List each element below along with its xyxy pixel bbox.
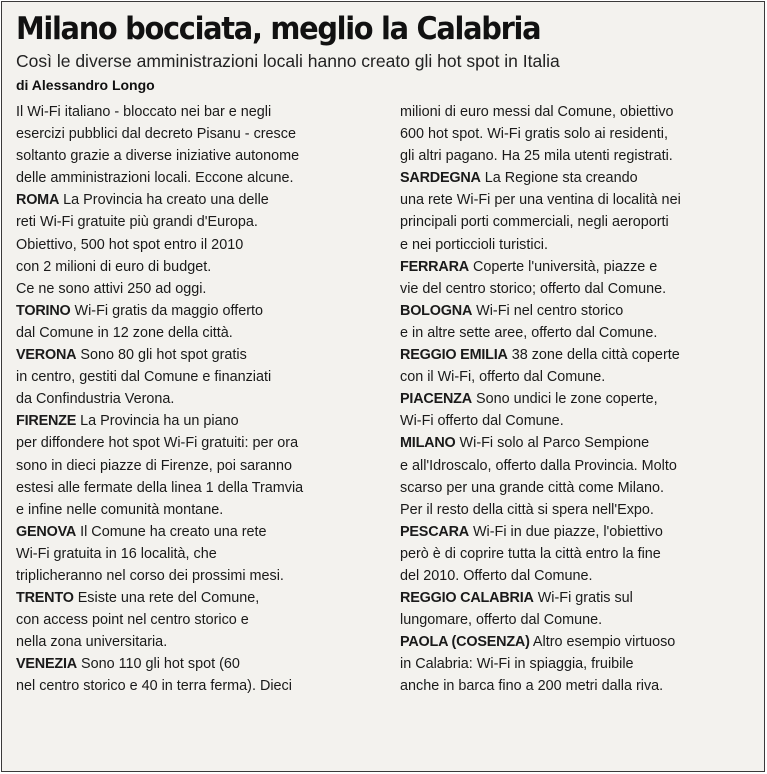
text-line: anche in barca fino a 200 metri dalla riva. [400, 678, 664, 695]
entry-paola [400, 631, 752, 697]
text-line: reti Wi-Fi gratuite più grandi d'Europa. [16, 214, 258, 231]
text-line: FIRENZE La Provincia ha un piano [16, 413, 239, 430]
entry-milano [400, 432, 752, 520]
entry-genova [16, 521, 386, 587]
entry-piacenza [400, 388, 752, 432]
city-name: REGGIO EMILIA [400, 347, 508, 364]
text-line: soltanto grazie a diverse iniziative autonome [16, 148, 300, 165]
city-name: PESCARA [400, 523, 469, 540]
entry-pescara [400, 521, 752, 587]
text-line: per diffondere hot spot Wi-Fi gratuiti: per ora [16, 435, 299, 452]
city-name: FERRARA [400, 258, 469, 275]
text-line: MILANO Wi-Fi solo al Parco Sempione [400, 435, 650, 452]
text-line: BOLOGNA Wi-Fi nel centro storico [400, 302, 624, 319]
text-line: però è di coprire tutta la città entro la fine [400, 545, 661, 562]
article-body [16, 101, 754, 698]
text-line: triplicheranno nel corso dei prossimi mesi. [16, 567, 284, 584]
text-line: TRENTO Esiste una rete del Comune, [16, 590, 260, 607]
city-name: TORINO [16, 302, 71, 319]
entry-torino [16, 300, 386, 344]
text-line: Ce ne sono attivi 250 ad oggi. [16, 280, 207, 297]
text-line: esercizi pubblici dal decreto Pisanu - cresce [16, 126, 296, 143]
text-line: e in altre sette aree, offerto dal Comune. [400, 324, 658, 341]
city-name: MILANO [400, 435, 456, 452]
text-line: 600 hot spot. Wi-Fi gratis solo ai residenti, [400, 126, 668, 143]
text-line: REGGIO CALABRIA Wi-Fi gratis sul [400, 590, 633, 607]
text-line: scarso per una grande città come Milano. [400, 479, 664, 496]
article-column-left [16, 101, 386, 698]
text-line: e all'Idroscalo, offerto dalla Provincia. Molto [400, 457, 677, 474]
article-column-right [400, 101, 752, 698]
text-line: sono in dieci piazze di Firenze, poi saranno [16, 457, 292, 474]
article-headline: Milano bocciata, meglio la Calabria [16, 11, 541, 47]
text-line: REGGIO EMILIA 38 zone della città coperte [400, 347, 680, 364]
city-name: ROMA [16, 192, 60, 209]
text-line: ROMA La Provincia ha creato una delle [16, 192, 269, 209]
entry-venezia [16, 653, 386, 697]
text-line: VERONA Sono 80 gli hot spot gratis [16, 347, 247, 364]
text-line: in Calabria: Wi-Fi in spiaggia, fruibile [400, 656, 634, 673]
city-name: VERONA [16, 347, 77, 364]
text-line: Wi-Fi offerto dal Comune. [400, 413, 564, 430]
text-line: vie del centro storico; offerto dal Comune. [400, 280, 667, 297]
text-line: con 2 milioni di euro di budget. [16, 258, 212, 275]
text-line: principali porti commerciali, negli aeroporti [400, 214, 669, 231]
text-line: GENOVA Il Comune ha creato una rete [16, 523, 267, 540]
city-name: PIACENZA [400, 391, 472, 408]
text-line: Obiettivo, 500 hot spot entro il 2010 [16, 236, 244, 253]
text-line: Il Wi-Fi italiano - bloccato nei bar e negli [16, 104, 272, 120]
text-line: con il Wi-Fi, offerto dal Comune. [400, 369, 606, 386]
entry-bologna [400, 300, 752, 344]
text-line: gli altri pagano. Ha 25 mila utenti registrati. [400, 148, 673, 165]
text-line: una rete Wi-Fi per una ventina di località nei [400, 192, 681, 209]
text-line: estesi alle fermate della linea 1 della Tramvia [16, 479, 304, 496]
text-line: nel centro storico e 40 in terra ferma). Dieci [16, 678, 292, 695]
text-line: SARDEGNA La Regione sta creando [400, 170, 638, 187]
text-line: PAOLA (COSENZA) Altro esempio virtuoso [400, 634, 676, 651]
entry-firenze [16, 410, 386, 520]
entry-verona [16, 344, 386, 410]
text-line: Wi-Fi gratuita in 16 località, che [16, 545, 217, 562]
entry-sardegna [400, 167, 752, 255]
text-line: del 2010. Offerto dal Comune. [400, 567, 593, 584]
city-name: FIRENZE [16, 413, 77, 430]
city-name: SARDEGNA [400, 170, 481, 187]
city-name: VENEZIA [16, 656, 77, 673]
article-byline: di Alessandro Longo [16, 77, 155, 93]
city-name: PAOLA (COSENZA) [400, 634, 530, 651]
text-line: con access point nel centro storico e [16, 612, 249, 629]
entry-venezia-continued [400, 101, 752, 167]
text-line: in centro, gestiti dal Comune e finanziati [16, 369, 272, 386]
text-line: da Confindustria Verona. [16, 391, 175, 408]
text-line: Per il resto della città si spera nell'Expo. [400, 501, 654, 518]
text-line: TORINO Wi-Fi gratis da maggio offerto [16, 302, 263, 319]
newspaper-article [1, 1, 765, 772]
text-line: milioni di euro messi dal Comune, obiettivo [400, 104, 674, 120]
text-line: FERRARA Coperte l'università, piazze e [400, 258, 658, 275]
text-line: PIACENZA Sono undici le zone coperte, [400, 391, 658, 408]
entry-reggio-calabria [400, 587, 752, 631]
text-line: nella zona universitaria. [16, 634, 168, 651]
text-line: lungomare, offerto dal Comune. [400, 612, 603, 629]
text-line: VENEZIA Sono 110 gli hot spot (60 [16, 656, 240, 673]
entry-trento [16, 587, 386, 653]
text-line: e nei porticcioli turistici. [400, 236, 548, 253]
entry-roma [16, 189, 386, 299]
entry-reggio-emilia [400, 344, 752, 388]
intro-paragraph [16, 101, 386, 189]
city-name: TRENTO [16, 590, 74, 607]
article-subtitle: Così le diverse amministrazioni locali hanno creato gli hot spot in Italia [16, 51, 560, 71]
text-line: PESCARA Wi-Fi in due piazze, l'obiettivo [400, 523, 663, 540]
city-name: BOLOGNA [400, 302, 473, 319]
text-line: dal Comune in 12 zone della città. [16, 324, 233, 341]
text-line: e infine nelle comunità montane. [16, 501, 224, 518]
entry-ferrara [400, 256, 752, 300]
city-name: REGGIO CALABRIA [400, 590, 534, 607]
text-line: delle amministrazioni locali. Eccone alcune. [16, 170, 294, 187]
city-name: GENOVA [16, 523, 77, 540]
